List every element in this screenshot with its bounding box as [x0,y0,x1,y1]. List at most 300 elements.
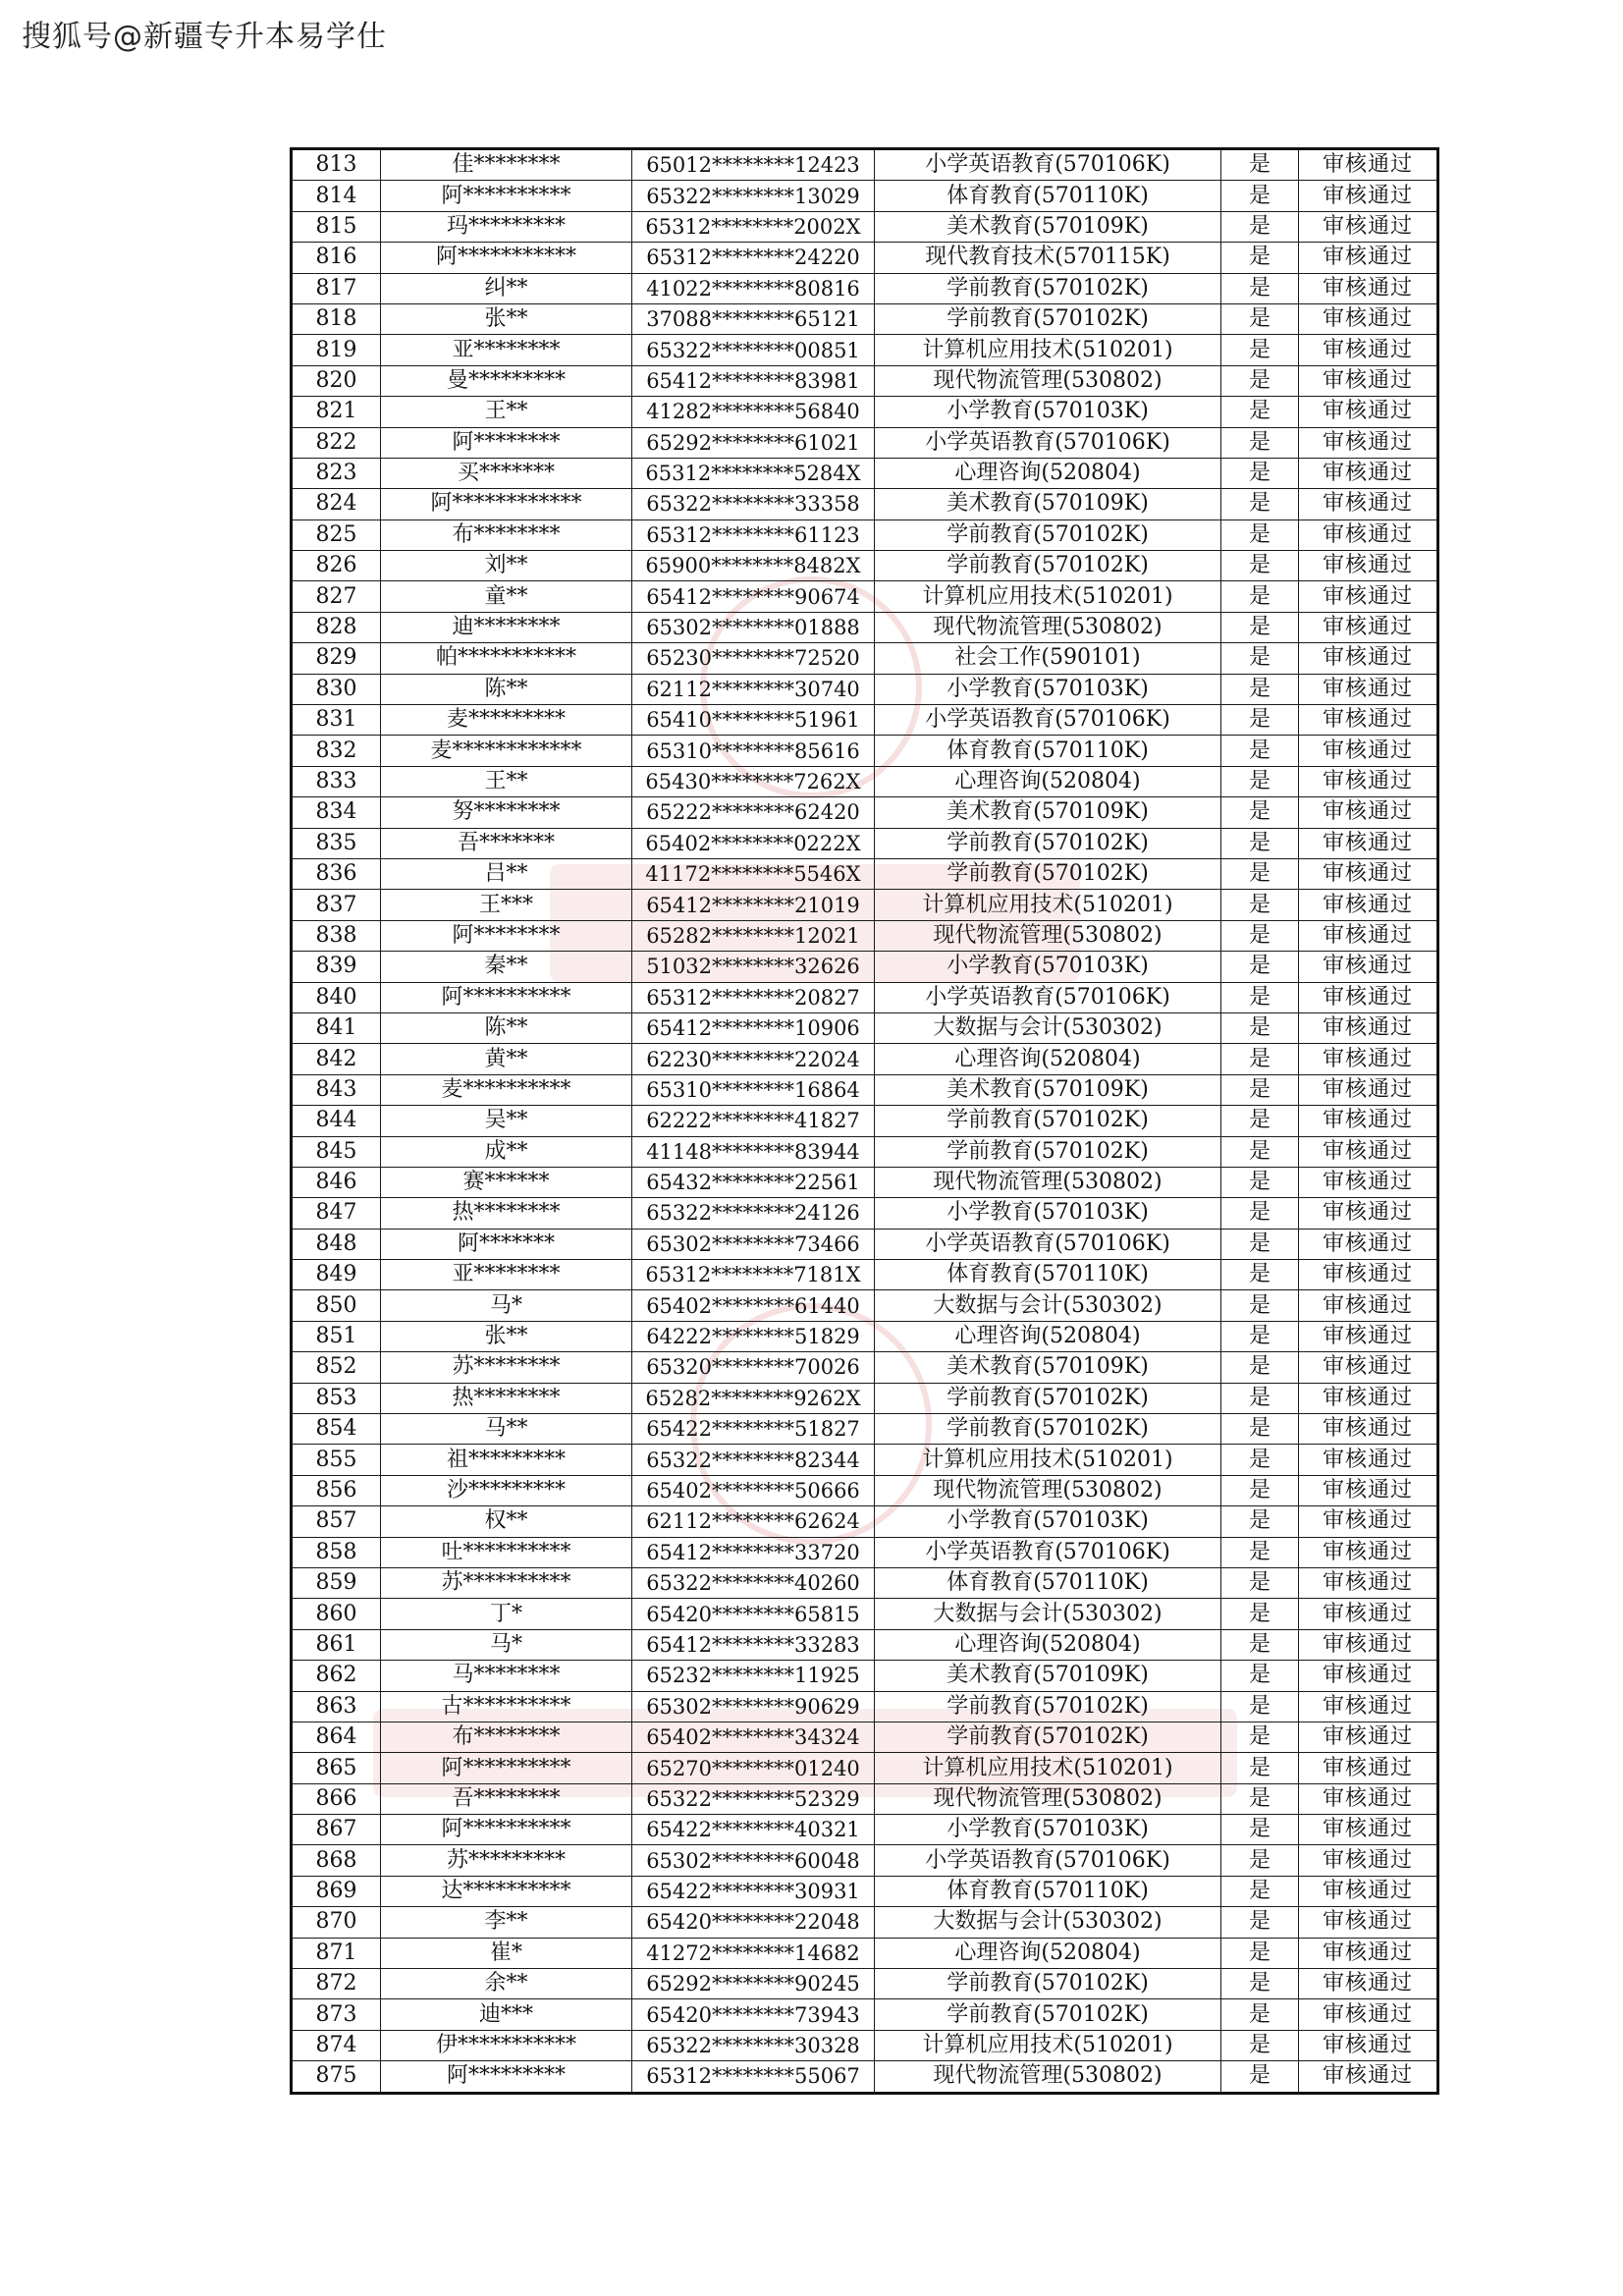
row-number-cell: 851 [292,1321,381,1351]
eligible-flag-cell: 是 [1221,1414,1299,1445]
table-row [292,1012,1438,1043]
table-row [292,1044,1438,1074]
review-status-cell: 审核通过 [1299,1691,1438,1722]
table-row [292,1506,1438,1537]
table-row [292,1722,1438,1752]
review-status-cell: 审核通过 [1299,1167,1438,1197]
major-cell: 现代物流管理(530802) [875,1783,1221,1814]
major-cell: 美术教育(570109K) [875,797,1221,828]
major-cell: 学前教育(570102K) [875,858,1221,889]
review-status-cell: 审核通过 [1299,335,1438,365]
table-row [292,1876,1438,1906]
id-number-cell: 65412********21019 [632,890,875,920]
id-number-cell: 65282********12021 [632,920,875,951]
major-cell: 现代物流管理(530802) [875,920,1221,951]
review-status-cell: 审核通过 [1299,1537,1438,1567]
review-status-cell: 审核通过 [1299,643,1438,674]
table-row [292,736,1438,766]
eligible-flag-cell: 是 [1221,643,1299,674]
major-cell: 学前教育(570102K) [875,519,1221,550]
table-row [292,365,1438,396]
table-row [292,828,1438,858]
student-name-cell: 吕** [381,858,632,889]
table-row [292,149,1438,181]
eligible-flag-cell: 是 [1221,1969,1299,1999]
eligible-flag-cell: 是 [1221,1136,1299,1167]
major-cell: 计算机应用技术(510201) [875,2030,1221,2060]
student-name-cell: 麦********** [381,1074,632,1105]
row-number-cell: 828 [292,612,381,642]
major-cell: 计算机应用技术(510201) [875,335,1221,365]
row-number-cell: 840 [292,982,381,1012]
row-number-cell: 859 [292,1567,381,1598]
id-number-cell: 51032********32626 [632,952,875,982]
review-status-cell: 审核通过 [1299,581,1438,612]
major-cell: 现代教育技术(570115K) [875,243,1221,273]
student-name-cell: 亚******** [381,335,632,365]
review-status-cell: 审核通过 [1299,1599,1438,1629]
row-number-cell: 867 [292,1815,381,1845]
major-cell: 学前教育(570102K) [875,828,1221,858]
student-name-cell: 赛****** [381,1167,632,1197]
review-status-cell: 审核通过 [1299,1938,1438,1968]
id-number-cell: 65410********51961 [632,705,875,736]
id-number-cell: 65412********90674 [632,581,875,612]
eligible-flag-cell: 是 [1221,1783,1299,1814]
major-cell: 学前教育(570102K) [875,551,1221,581]
row-number-cell: 815 [292,211,381,242]
id-number-cell: 62230********22024 [632,1044,875,1074]
student-name-cell: 热******** [381,1198,632,1229]
id-number-cell: 65222********62420 [632,797,875,828]
row-number-cell: 875 [292,2061,381,2093]
id-number-cell: 65310********16864 [632,1074,875,1105]
table-row [292,797,1438,828]
review-status-cell: 审核通过 [1299,920,1438,951]
major-cell: 小学教育(570103K) [875,397,1221,427]
row-number-cell: 857 [292,1506,381,1537]
major-cell: 学前教育(570102K) [875,1999,1221,2030]
review-status-cell: 审核通过 [1299,1845,1438,1876]
row-number-cell: 841 [292,1012,381,1043]
major-cell: 学前教育(570102K) [875,1691,1221,1722]
eligible-flag-cell: 是 [1221,1753,1299,1783]
major-cell: 小学英语教育(570106K) [875,982,1221,1012]
major-cell: 现代物流管理(530802) [875,612,1221,642]
row-number-cell: 869 [292,1876,381,1906]
major-cell: 计算机应用技术(510201) [875,581,1221,612]
table-row [292,1229,1438,1259]
id-number-cell: 41282********56840 [632,397,875,427]
id-number-cell: 65312********7181X [632,1260,875,1290]
row-number-cell: 855 [292,1445,381,1475]
major-cell: 学前教育(570102K) [875,1383,1221,1413]
table-row [292,489,1438,519]
table-row [292,397,1438,427]
table-row [292,1537,1438,1567]
student-name-cell: 阿******** [381,427,632,458]
eligible-flag-cell: 是 [1221,1999,1299,2030]
eligible-flag-cell: 是 [1221,858,1299,889]
eligible-flag-cell: 是 [1221,1599,1299,1629]
table-row [292,1321,1438,1351]
major-cell: 体育教育(570110K) [875,1567,1221,1598]
table-row [292,1661,1438,1691]
table-row [292,273,1438,303]
review-status-cell: 审核通过 [1299,1290,1438,1321]
table-row [292,890,1438,920]
id-number-cell: 62112********62624 [632,1506,875,1537]
table-row [292,766,1438,796]
review-status-cell: 审核通过 [1299,1012,1438,1043]
student-name-cell: 丁* [381,1599,632,1629]
student-name-cell: 玛********* [381,211,632,242]
major-cell: 体育教育(570110K) [875,1260,1221,1290]
table-row [292,519,1438,550]
student-name-cell: 帕*********** [381,643,632,674]
student-name-cell: 热******** [381,1383,632,1413]
row-number-cell: 874 [292,2030,381,2060]
row-number-cell: 818 [292,303,381,334]
eligible-flag-cell: 是 [1221,1691,1299,1722]
table-row [292,581,1438,612]
table-row [292,1352,1438,1383]
table-row [292,705,1438,736]
student-name-cell: 王** [381,397,632,427]
row-number-cell: 871 [292,1938,381,1968]
major-cell: 体育教育(570110K) [875,1876,1221,1906]
major-cell: 计算机应用技术(510201) [875,1445,1221,1475]
major-cell: 小学英语教育(570106K) [875,1229,1221,1259]
row-number-cell: 858 [292,1537,381,1567]
major-cell: 美术教育(570109K) [875,1074,1221,1105]
student-name-cell: 布******** [381,519,632,550]
review-status-cell: 审核通过 [1299,705,1438,736]
major-cell: 大数据与会计(530302) [875,1907,1221,1938]
eligible-flag-cell: 是 [1221,335,1299,365]
eligible-flag-cell: 是 [1221,1567,1299,1598]
major-cell: 心理咨询(520804) [875,458,1221,488]
eligible-flag-cell: 是 [1221,1475,1299,1505]
review-status-cell: 审核通过 [1299,828,1438,858]
student-name-cell: 阿********* [381,2061,632,2093]
row-number-cell: 848 [292,1229,381,1259]
major-cell: 大数据与会计(530302) [875,1012,1221,1043]
review-status-cell: 审核通过 [1299,551,1438,581]
id-number-cell: 65320********70026 [632,1352,875,1383]
eligible-flag-cell: 是 [1221,1012,1299,1043]
eligible-flag-cell: 是 [1221,1383,1299,1413]
eligible-flag-cell: 是 [1221,1352,1299,1383]
major-cell: 现代物流管理(530802) [875,365,1221,396]
row-number-cell: 847 [292,1198,381,1229]
eligible-flag-cell: 是 [1221,519,1299,550]
table-row [292,1999,1438,2030]
student-name-cell: 马* [381,1290,632,1321]
student-name-cell: 阿*********** [381,243,632,273]
table-row [292,211,1438,242]
row-number-cell: 864 [292,1722,381,1752]
review-status-cell: 审核通过 [1299,1445,1438,1475]
student-name-cell: 吴** [381,1106,632,1136]
row-number-cell: 820 [292,365,381,396]
row-number-cell: 821 [292,397,381,427]
student-name-cell: 吾******** [381,1783,632,1814]
id-number-cell: 65422********30931 [632,1876,875,1906]
student-name-cell: 阿************ [381,489,632,519]
review-status-cell: 审核通过 [1299,858,1438,889]
id-number-cell: 65312********55067 [632,2061,875,2093]
id-number-cell: 65422********40321 [632,1815,875,1845]
review-status-cell: 审核通过 [1299,736,1438,766]
eligible-flag-cell: 是 [1221,952,1299,982]
table-row [292,612,1438,642]
id-number-cell: 65402********61440 [632,1290,875,1321]
major-cell: 小学英语教育(570106K) [875,149,1221,181]
review-status-cell: 审核通过 [1299,1722,1438,1752]
eligible-flag-cell: 是 [1221,427,1299,458]
review-status-cell: 审核通过 [1299,1506,1438,1537]
eligible-flag-cell: 是 [1221,1907,1299,1938]
table-row [292,1753,1438,1783]
eligible-flag-cell: 是 [1221,1722,1299,1752]
review-status-cell: 审核通过 [1299,1907,1438,1938]
major-cell: 小学英语教育(570106K) [875,1845,1221,1876]
major-cell: 学前教育(570102K) [875,1106,1221,1136]
row-number-cell: 834 [292,797,381,828]
review-status-cell: 审核通过 [1299,952,1438,982]
table-row [292,2030,1438,2060]
review-status-cell: 审核通过 [1299,181,1438,211]
review-status-cell: 审核通过 [1299,674,1438,704]
student-name-cell: 麦********* [381,705,632,736]
table-row [292,427,1438,458]
student-name-cell: 阿********** [381,1753,632,1783]
major-cell: 学前教育(570102K) [875,1722,1221,1752]
id-number-cell: 37088********65121 [632,303,875,334]
review-status-cell: 审核通过 [1299,797,1438,828]
row-number-cell: 854 [292,1414,381,1445]
student-name-cell: 黄** [381,1044,632,1074]
review-status-cell: 审核通过 [1299,1229,1438,1259]
eligible-flag-cell: 是 [1221,581,1299,612]
student-name-cell: 崔* [381,1938,632,1968]
review-status-cell: 审核通过 [1299,1629,1438,1660]
table-body [292,149,1438,2094]
student-name-cell: 达********** [381,1876,632,1906]
student-name-cell: 张** [381,1321,632,1351]
table-row [292,1260,1438,1290]
major-cell: 小学英语教育(570106K) [875,705,1221,736]
eligible-flag-cell: 是 [1221,766,1299,796]
student-name-cell: 刘** [381,551,632,581]
id-number-cell: 62112********30740 [632,674,875,704]
table-row [292,982,1438,1012]
table-row [292,458,1438,488]
eligible-flag-cell: 是 [1221,211,1299,242]
major-cell: 心理咨询(520804) [875,1044,1221,1074]
eligible-flag-cell: 是 [1221,303,1299,334]
major-cell: 小学教育(570103K) [875,1815,1221,1845]
row-number-cell: 844 [292,1106,381,1136]
id-number-cell: 65412********33283 [632,1629,875,1660]
student-name-cell: 曼********* [381,365,632,396]
source-watermark-text: 搜狐号@新疆专升本易学仕 [22,20,387,54]
table-row [292,1629,1438,1660]
student-name-cell: 权** [381,1506,632,1537]
review-status-cell: 审核通过 [1299,273,1438,303]
review-status-cell: 审核通过 [1299,1198,1438,1229]
row-number-cell: 837 [292,890,381,920]
review-status-cell: 审核通过 [1299,1044,1438,1074]
table-row [292,1445,1438,1475]
id-number-cell: 65322********00851 [632,335,875,365]
row-number-cell: 850 [292,1290,381,1321]
row-number-cell: 845 [292,1136,381,1167]
student-name-cell: 沙********* [381,1475,632,1505]
eligible-flag-cell: 是 [1221,1537,1299,1567]
table-row [292,2061,1438,2093]
student-name-cell: 吾******* [381,828,632,858]
student-name-cell: 努******** [381,797,632,828]
table-row [292,1074,1438,1105]
student-name-cell: 阿********** [381,181,632,211]
student-name-cell: 古********** [381,1691,632,1722]
table-row [292,674,1438,704]
row-number-cell: 830 [292,674,381,704]
row-number-cell: 839 [292,952,381,982]
eligible-flag-cell: 是 [1221,365,1299,396]
id-number-cell: 65322********40260 [632,1567,875,1598]
id-number-cell: 41172********5546X [632,858,875,889]
row-number-cell: 819 [292,335,381,365]
id-number-cell: 65230********72520 [632,643,875,674]
id-number-cell: 65420********22048 [632,1907,875,1938]
id-number-cell: 62222********41827 [632,1106,875,1136]
major-cell: 体育教育(570110K) [875,736,1221,766]
row-number-cell: 862 [292,1661,381,1691]
table-row [292,243,1438,273]
row-number-cell: 826 [292,551,381,581]
review-status-cell: 审核通过 [1299,1753,1438,1783]
major-cell: 小学英语教育(570106K) [875,1537,1221,1567]
id-number-cell: 65312********61123 [632,519,875,550]
id-number-cell: 41022********80816 [632,273,875,303]
major-cell: 现代物流管理(530802) [875,1167,1221,1197]
student-name-cell: 王*** [381,890,632,920]
review-status-cell: 审核通过 [1299,519,1438,550]
id-number-cell: 65312********2002X [632,211,875,242]
eligible-flag-cell: 是 [1221,1074,1299,1105]
eligible-flag-cell: 是 [1221,1044,1299,1074]
student-name-cell: 张** [381,303,632,334]
eligible-flag-cell: 是 [1221,1845,1299,1876]
eligible-flag-cell: 是 [1221,243,1299,273]
student-name-cell: 苏********** [381,1567,632,1598]
student-name-cell: 李** [381,1907,632,1938]
student-name-cell: 迪******** [381,612,632,642]
eligible-flag-cell: 是 [1221,705,1299,736]
review-status-cell: 审核通过 [1299,1475,1438,1505]
review-status-cell: 审核通过 [1299,149,1438,181]
id-number-cell: 65412********10906 [632,1012,875,1043]
student-name-cell: 苏********* [381,1845,632,1876]
table-row [292,335,1438,365]
id-number-cell: 65312********24220 [632,243,875,273]
table-row [292,643,1438,674]
eligible-flag-cell: 是 [1221,458,1299,488]
row-number-cell: 836 [292,858,381,889]
student-name-cell: 马** [381,1414,632,1445]
row-number-cell: 823 [292,458,381,488]
table-row [292,1198,1438,1229]
review-status-cell: 审核通过 [1299,1999,1438,2030]
id-number-cell: 65302********60048 [632,1845,875,1876]
row-number-cell: 872 [292,1969,381,1999]
eligible-flag-cell: 是 [1221,489,1299,519]
student-name-cell: 佳******** [381,149,632,181]
major-cell: 社会工作(590101) [875,643,1221,674]
row-number-cell: 843 [292,1074,381,1105]
review-status-cell: 审核通过 [1299,890,1438,920]
id-number-cell: 65420********73943 [632,1999,875,2030]
table-row [292,1599,1438,1629]
eligible-flag-cell: 是 [1221,149,1299,181]
student-name-cell: 布******** [381,1722,632,1752]
row-number-cell: 868 [292,1845,381,1876]
row-number-cell: 835 [292,828,381,858]
major-cell: 小学教育(570103K) [875,1506,1221,1537]
table-row [292,1567,1438,1598]
review-status-cell: 审核通过 [1299,243,1438,273]
eligible-flag-cell: 是 [1221,920,1299,951]
student-name-cell: 成** [381,1136,632,1167]
eligible-flag-cell: 是 [1221,674,1299,704]
id-number-cell: 65412********83981 [632,365,875,396]
student-name-cell: 童** [381,581,632,612]
table-row [292,1969,1438,1999]
review-status-cell: 审核通过 [1299,489,1438,519]
table-row [292,1845,1438,1876]
eligible-flag-cell: 是 [1221,1260,1299,1290]
major-cell: 学前教育(570102K) [875,1969,1221,1999]
row-number-cell: 816 [292,243,381,273]
eligible-flag-cell: 是 [1221,612,1299,642]
review-status-cell: 审核通过 [1299,303,1438,334]
review-status-cell: 审核通过 [1299,1414,1438,1445]
major-cell: 大数据与会计(530302) [875,1290,1221,1321]
major-cell: 学前教育(570102K) [875,1136,1221,1167]
major-cell: 大数据与会计(530302) [875,1599,1221,1629]
major-cell: 学前教育(570102K) [875,1414,1221,1445]
review-status-cell: 审核通过 [1299,365,1438,396]
student-name-cell: 陈** [381,1012,632,1043]
row-number-cell: 870 [292,1907,381,1938]
student-name-cell: 吐********** [381,1537,632,1567]
student-name-cell: 伊*********** [381,2030,632,2060]
id-number-cell: 65292********90245 [632,1969,875,1999]
id-number-cell: 65430********7262X [632,766,875,796]
eligible-flag-cell: 是 [1221,797,1299,828]
row-number-cell: 846 [292,1167,381,1197]
row-number-cell: 853 [292,1383,381,1413]
table-row [292,1783,1438,1814]
major-cell: 计算机应用技术(510201) [875,1753,1221,1783]
review-status-cell: 审核通过 [1299,612,1438,642]
major-cell: 美术教育(570109K) [875,211,1221,242]
id-number-cell: 64222********51829 [632,1321,875,1351]
eligible-flag-cell: 是 [1221,1938,1299,1968]
